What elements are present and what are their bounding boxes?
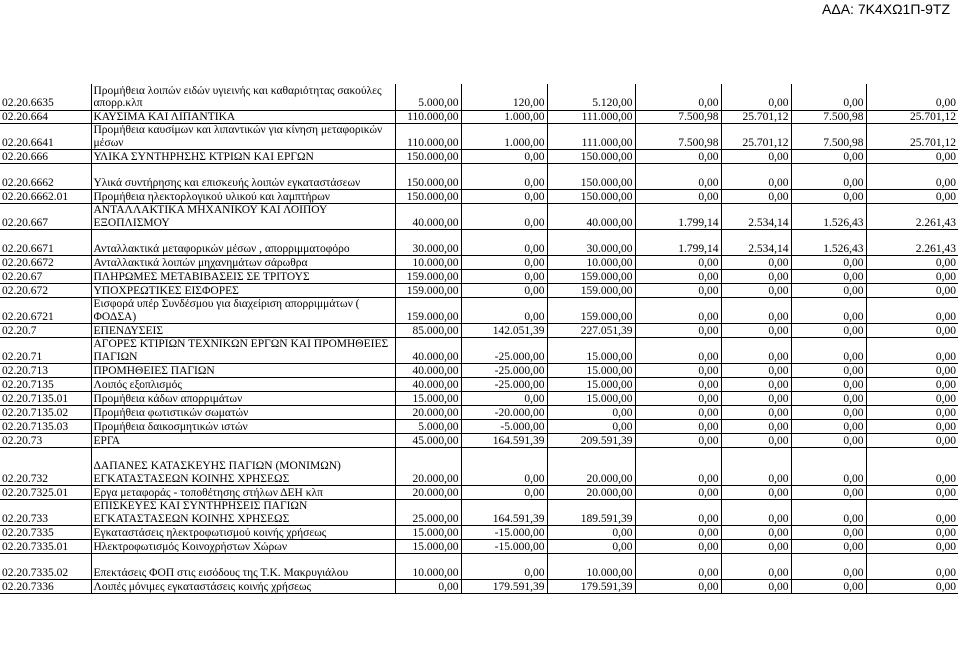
- amount-cell: 1.526,43: [791, 230, 866, 256]
- amount-cell: 0,00: [635, 392, 721, 406]
- account-code: 02.20.6635: [0, 84, 91, 110]
- amount-cell: 0,00: [791, 392, 866, 406]
- amount-cell: -25.000,00: [461, 338, 547, 364]
- table-row: [0, 580, 958, 594]
- amount-cell: 0,00: [635, 448, 721, 486]
- account-code: 02.20.667: [0, 204, 91, 230]
- amount-cell: 0,00: [721, 434, 791, 448]
- table-row: [0, 110, 958, 124]
- amount-cell: 0,00: [791, 84, 866, 110]
- amount-cell: 0,00: [461, 270, 547, 284]
- budget-table-body: [0, 84, 958, 594]
- amount-cell: 0,00: [791, 298, 866, 324]
- amount-cell: 1.000,00: [461, 110, 547, 124]
- amount-cell: 0,00: [635, 364, 721, 378]
- amount-cell: 110.000,00: [395, 110, 461, 124]
- amount-cell: 0,00: [721, 338, 791, 364]
- amount-cell: 0,00: [635, 486, 721, 500]
- table-row: [0, 256, 958, 270]
- amount-cell: 0,00: [866, 364, 958, 378]
- account-code: 02.20.7135: [0, 378, 91, 392]
- account-description: Προμήθεια δαικοσμητικών ιστών: [91, 420, 395, 434]
- amount-cell: 5.000,00: [395, 420, 461, 434]
- table-row: [0, 150, 958, 164]
- account-code: 02.20.6662: [0, 164, 91, 190]
- account-description: ΔΑΠΑΝΕΣ ΚΑΤΑΣΚΕΥΗΣ ΠΑΓΙΩΝ (ΜΟΝΙΜΩΝ) ΕΓΚΑΤΑΣΤΑΣΕΩΝ ΚΟΙΝΗΣ ΧΡΗΣΕΩΣ: [91, 448, 395, 486]
- account-code: 02.20.7: [0, 324, 91, 338]
- amount-cell: 1.799,14: [635, 204, 721, 230]
- amount-cell: 20.000,00: [395, 486, 461, 500]
- amount-cell: 25.000,00: [395, 500, 461, 526]
- account-code: 02.20.67: [0, 270, 91, 284]
- amount-cell: 159.000,00: [395, 284, 461, 298]
- amount-cell: 189.591,39: [547, 500, 635, 526]
- account-code: 02.20.7135.02: [0, 406, 91, 420]
- account-code: 02.20.7335.02: [0, 554, 91, 580]
- amount-cell: 0,00: [461, 284, 547, 298]
- amount-cell: 0,00: [635, 580, 721, 594]
- account-code: 02.20.7325.01: [0, 486, 91, 500]
- account-description: Προμήθεια καυσίμων και λιπαντικών για κίνηση μεταφορικών μέσων: [91, 124, 395, 150]
- amount-cell: 0,00: [791, 554, 866, 580]
- amount-cell: 179.591,39: [547, 580, 635, 594]
- amount-cell: 0,00: [635, 526, 721, 540]
- amount-cell: 0,00: [866, 500, 958, 526]
- amount-cell: 0,00: [461, 204, 547, 230]
- amount-cell: 0,00: [461, 298, 547, 324]
- amount-cell: 0,00: [866, 324, 958, 338]
- amount-cell: 20.000,00: [395, 406, 461, 420]
- amount-cell: 10.000,00: [547, 256, 635, 270]
- table-row: [0, 486, 958, 500]
- account-description: Προμήθεια ηλεκτορλογικού υλικού και λαμπτήρων: [91, 190, 395, 204]
- account-code: 02.20.7135.03: [0, 420, 91, 434]
- amount-cell: 2.261,43: [866, 204, 958, 230]
- amount-cell: 0,00: [791, 448, 866, 486]
- amount-cell: 0,00: [461, 150, 547, 164]
- amount-cell: 227.051,39: [547, 324, 635, 338]
- account-description: Προμήθεια φωτιστικών σωματών: [91, 406, 395, 420]
- amount-cell: 0,00: [635, 406, 721, 420]
- account-code: 02.20.7336: [0, 580, 91, 594]
- amount-cell: 5.000,00: [395, 84, 461, 110]
- amount-cell: 150.000,00: [395, 190, 461, 204]
- amount-cell: 45.000,00: [395, 434, 461, 448]
- amount-cell: -15.000,00: [461, 526, 547, 540]
- amount-cell: 10.000,00: [547, 554, 635, 580]
- amount-cell: 110.000,00: [395, 124, 461, 150]
- amount-cell: 0,00: [721, 500, 791, 526]
- amount-cell: 40.000,00: [395, 204, 461, 230]
- table-row: [0, 500, 958, 526]
- amount-cell: 0,00: [866, 406, 958, 420]
- amount-cell: 7.500,98: [791, 110, 866, 124]
- amount-cell: 0,00: [791, 486, 866, 500]
- amount-cell: 0,00: [866, 580, 958, 594]
- account-description: ΠΛΗΡΩΜΕΣ ΜΕΤΑΒΙΒΑΣΕΙΣ ΣΕ ΤΡΙΤΟΥΣ: [91, 270, 395, 284]
- amount-cell: 0,00: [635, 164, 721, 190]
- account-code: 02.20.7335: [0, 526, 91, 540]
- amount-cell: 179.591,39: [461, 580, 547, 594]
- amount-cell: 0,00: [791, 256, 866, 270]
- ada-header: ΑΔΑ: 7Κ4ΧΩ1Π-9ΤΖ: [822, 1, 950, 17]
- account-description: Επεκτάσεις ΦΟΠ στις εισόδους της Τ.Κ. Μακρυγιάλου: [91, 554, 395, 580]
- amount-cell: 164.591,39: [461, 434, 547, 448]
- table-row: [0, 364, 958, 378]
- amount-cell: 1.526,43: [791, 204, 866, 230]
- amount-cell: 111.000,00: [547, 110, 635, 124]
- account-description: Εργα μεταφοράς - τοποθέτησης στήλων ΔΕΗ κλπ: [91, 486, 395, 500]
- table-row: [0, 434, 958, 448]
- amount-cell: 150.000,00: [547, 150, 635, 164]
- amount-cell: 0,00: [547, 540, 635, 554]
- table-row: [0, 124, 958, 150]
- amount-cell: 25.701,12: [721, 110, 791, 124]
- amount-cell: 0,00: [635, 150, 721, 164]
- account-code: 02.20.666: [0, 150, 91, 164]
- amount-cell: 5.120,00: [547, 84, 635, 110]
- amount-cell: 0,00: [721, 406, 791, 420]
- account-code: 02.20.713: [0, 364, 91, 378]
- table-row: [0, 84, 958, 110]
- amount-cell: 0,00: [721, 392, 791, 406]
- account-code: 02.20.7335.01: [0, 540, 91, 554]
- amount-cell: 15.000,00: [547, 378, 635, 392]
- amount-cell: 40.000,00: [547, 204, 635, 230]
- account-description: ΚΑΥΣΙΜΑ ΚΑΙ ΛΙΠΑΝΤΙΚΑ: [91, 110, 395, 124]
- amount-cell: 10.000,00: [395, 554, 461, 580]
- amount-cell: 0,00: [547, 420, 635, 434]
- amount-cell: 150.000,00: [547, 190, 635, 204]
- amount-cell: -20.000,00: [461, 406, 547, 420]
- amount-cell: 0,00: [791, 406, 866, 420]
- account-description: Προμήθεια κάδων απορριμάτων: [91, 392, 395, 406]
- account-code: 02.20.7135.01: [0, 392, 91, 406]
- table-row: [0, 204, 958, 230]
- amount-cell: 0,00: [635, 256, 721, 270]
- amount-cell: 0,00: [866, 392, 958, 406]
- amount-cell: 7.500,98: [635, 124, 721, 150]
- amount-cell: 0,00: [721, 486, 791, 500]
- account-description: ΕΡΓΑ: [91, 434, 395, 448]
- amount-cell: 0,00: [635, 540, 721, 554]
- amount-cell: 159.000,00: [547, 298, 635, 324]
- amount-cell: -5.000,00: [461, 420, 547, 434]
- account-code: 02.20.672: [0, 284, 91, 298]
- amount-cell: 0,00: [461, 230, 547, 256]
- account-code: 02.20.6641: [0, 124, 91, 150]
- amount-cell: 0,00: [866, 164, 958, 190]
- amount-cell: 20.000,00: [395, 448, 461, 486]
- amount-cell: 0,00: [635, 270, 721, 284]
- amount-cell: 85.000,00: [395, 324, 461, 338]
- account-description: Λοιπές μόνιμες εγκαταστάσεις κοινής χρήσεως: [91, 580, 395, 594]
- table-row: [0, 230, 958, 256]
- amount-cell: 0,00: [721, 448, 791, 486]
- amount-cell: 150.000,00: [547, 164, 635, 190]
- account-description: Εγκαταστάσεις ηλεκτροφωτισμού κοινής χρήσεως: [91, 526, 395, 540]
- account-description: ΥΛΙΚΑ ΣΥΝΤΗΡΗΣΗΣ ΚΤΡΙΩΝ ΚΑΙ ΕΡΓΩΝ: [91, 150, 395, 164]
- amount-cell: 2.534,14: [721, 204, 791, 230]
- amount-cell: 0,00: [866, 190, 958, 204]
- table-row: [0, 526, 958, 540]
- table-row: [0, 378, 958, 392]
- amount-cell: 0,00: [791, 420, 866, 434]
- amount-cell: 2.534,14: [721, 230, 791, 256]
- amount-cell: 111.000,00: [547, 124, 635, 150]
- amount-cell: 0,00: [791, 500, 866, 526]
- amount-cell: 15.000,00: [547, 364, 635, 378]
- amount-cell: 0,00: [721, 190, 791, 204]
- amount-cell: 30.000,00: [395, 230, 461, 256]
- amount-cell: 15.000,00: [395, 392, 461, 406]
- amount-cell: 25.701,12: [721, 124, 791, 150]
- amount-cell: 0,00: [721, 526, 791, 540]
- amount-cell: 0,00: [866, 84, 958, 110]
- amount-cell: 0,00: [791, 378, 866, 392]
- amount-cell: 0,00: [461, 554, 547, 580]
- amount-cell: 0,00: [721, 540, 791, 554]
- amount-cell: 1.000,00: [461, 124, 547, 150]
- amount-cell: 0,00: [866, 338, 958, 364]
- amount-cell: 0,00: [721, 270, 791, 284]
- amount-cell: 0,00: [866, 256, 958, 270]
- amount-cell: 0,00: [791, 324, 866, 338]
- amount-cell: 0,00: [721, 580, 791, 594]
- table-row: [0, 164, 958, 190]
- amount-cell: 0,00: [461, 164, 547, 190]
- account-code: 02.20.733: [0, 500, 91, 526]
- amount-cell: 0,00: [721, 420, 791, 434]
- amount-cell: 0,00: [461, 190, 547, 204]
- amount-cell: 0,00: [635, 338, 721, 364]
- account-code: 02.20.6662.01: [0, 190, 91, 204]
- amount-cell: 0,00: [461, 256, 547, 270]
- table-row: [0, 448, 958, 486]
- amount-cell: 0,00: [461, 486, 547, 500]
- amount-cell: 0,00: [635, 284, 721, 298]
- account-description: ΥΠΟΧΡΕΩΤΙΚΕΣ ΕΙΣΦΟΡΕΣ: [91, 284, 395, 298]
- amount-cell: -25.000,00: [461, 364, 547, 378]
- amount-cell: 25.701,12: [866, 124, 958, 150]
- budget-table: [0, 84, 958, 594]
- table-row: [0, 554, 958, 580]
- amount-cell: 0,00: [866, 540, 958, 554]
- amount-cell: 0,00: [791, 434, 866, 448]
- account-description: ΕΠΙΣΚΕΥΕΣ ΚΑΙ ΣΥΝΤΗΡΗΣΕΙΣ ΠΑΓΙΩΝ ΕΓΚΑΤΑΣΤΑΣΕΩΝ ΚΟΙΝΗΣ ΧΡΗΣΕΩΣ: [91, 500, 395, 526]
- amount-cell: 159.000,00: [547, 284, 635, 298]
- amount-cell: 0,00: [791, 270, 866, 284]
- table-row: [0, 420, 958, 434]
- amount-cell: 15.000,00: [395, 540, 461, 554]
- amount-cell: 142.051,39: [461, 324, 547, 338]
- amount-cell: 0,00: [791, 338, 866, 364]
- amount-cell: 0,00: [635, 378, 721, 392]
- amount-cell: 0,00: [635, 190, 721, 204]
- amount-cell: 0,00: [635, 324, 721, 338]
- account-description: ΠΡΟΜΗΘΕΙΕΣ ΠΑΓΙΩΝ: [91, 364, 395, 378]
- account-code: 02.20.664: [0, 110, 91, 124]
- account-description: Ανταλλακτικά λοιπών μηχανημάτων σάρωθρα: [91, 256, 395, 270]
- amount-cell: 0,00: [635, 84, 721, 110]
- amount-cell: 0,00: [791, 164, 866, 190]
- amount-cell: 159.000,00: [395, 270, 461, 284]
- amount-cell: 0,00: [866, 378, 958, 392]
- table-row: [0, 392, 958, 406]
- account-description: Ηλεκτροφωτισμός Κοινοχρήστων Χώρων: [91, 540, 395, 554]
- amount-cell: 15.000,00: [547, 338, 635, 364]
- table-row: [0, 406, 958, 420]
- amount-cell: 0,00: [461, 448, 547, 486]
- account-code: 02.20.6672: [0, 256, 91, 270]
- table-row: [0, 324, 958, 338]
- amount-cell: 0,00: [547, 526, 635, 540]
- amount-cell: 120,00: [461, 84, 547, 110]
- amount-cell: 0,00: [791, 190, 866, 204]
- table-row: [0, 298, 958, 324]
- amount-cell: 0,00: [866, 284, 958, 298]
- amount-cell: 0,00: [791, 150, 866, 164]
- amount-cell: 0,00: [866, 150, 958, 164]
- amount-cell: 0,00: [866, 554, 958, 580]
- amount-cell: 150.000,00: [395, 150, 461, 164]
- amount-cell: 25.701,12: [866, 110, 958, 124]
- amount-cell: 0,00: [395, 580, 461, 594]
- amount-cell: 0,00: [721, 284, 791, 298]
- account-description: Λοιπός εξοπλισμός: [91, 378, 395, 392]
- table-row: [0, 190, 958, 204]
- amount-cell: 0,00: [721, 554, 791, 580]
- account-description: Υλικά συντήρησης και επισκευής λοιπών εγκαταστάσεων: [91, 164, 395, 190]
- amount-cell: 2.261,43: [866, 230, 958, 256]
- amount-cell: 0,00: [721, 378, 791, 392]
- amount-cell: 0,00: [721, 164, 791, 190]
- amount-cell: 0,00: [635, 500, 721, 526]
- amount-cell: 0,00: [721, 324, 791, 338]
- account-code: 02.20.73: [0, 434, 91, 448]
- amount-cell: 150.000,00: [395, 164, 461, 190]
- amount-cell: 0,00: [866, 298, 958, 324]
- amount-cell: 10.000,00: [395, 256, 461, 270]
- account-code: 02.20.732: [0, 448, 91, 486]
- amount-cell: 0,00: [721, 256, 791, 270]
- amount-cell: 0,00: [866, 448, 958, 486]
- amount-cell: 0,00: [866, 420, 958, 434]
- amount-cell: 20.000,00: [547, 486, 635, 500]
- amount-cell: 159.000,00: [547, 270, 635, 284]
- amount-cell: 0,00: [635, 434, 721, 448]
- amount-cell: 7.500,98: [635, 110, 721, 124]
- amount-cell: 0,00: [635, 420, 721, 434]
- amount-cell: 15.000,00: [395, 526, 461, 540]
- amount-cell: -15.000,00: [461, 540, 547, 554]
- amount-cell: 20.000,00: [547, 448, 635, 486]
- table-row: [0, 540, 958, 554]
- amount-cell: 0,00: [635, 554, 721, 580]
- amount-cell: 40.000,00: [395, 338, 461, 364]
- amount-cell: 0,00: [791, 580, 866, 594]
- amount-cell: 0,00: [721, 150, 791, 164]
- account-description: ΑΝΤΑΛΛΑΚΤΙΚΑ ΜΗΧΑΝΙΚΟΥ ΚΑΙ ΛΟΙΠΟΥ ΕΞΟΠΛΙΣΜΟΥ: [91, 204, 395, 230]
- amount-cell: -25.000,00: [461, 378, 547, 392]
- amount-cell: 0,00: [866, 526, 958, 540]
- account-code: 02.20.71: [0, 338, 91, 364]
- amount-cell: 0,00: [721, 364, 791, 378]
- amount-cell: 0,00: [547, 406, 635, 420]
- amount-cell: 0,00: [791, 364, 866, 378]
- amount-cell: 15.000,00: [547, 392, 635, 406]
- account-description: Εισφορά υπέρ Συνδέσμου για διαχείριση απορριμμάτων ( ΦΟΔΣΑ): [91, 298, 395, 324]
- account-description: ΑΓΟΡΕΣ ΚΤΙΡΙΩΝ ΤΕΧΝΙΚΩΝ ΕΡΓΩΝ ΚΑΙ ΠΡΟΜΗΘΕΙΕΣ ΠΑΓΙΩΝ: [91, 338, 395, 364]
- account-description: Ανταλλακτικά μεταφορικών μέσων , απορριμματοφόρο: [91, 230, 395, 256]
- amount-cell: 40.000,00: [395, 364, 461, 378]
- amount-cell: 7.500,98: [791, 124, 866, 150]
- table-row: [0, 270, 958, 284]
- amount-cell: 0,00: [791, 540, 866, 554]
- amount-cell: 0,00: [721, 298, 791, 324]
- amount-cell: 0,00: [866, 486, 958, 500]
- amount-cell: 0,00: [866, 270, 958, 284]
- table-row: [0, 284, 958, 298]
- amount-cell: 159.000,00: [395, 298, 461, 324]
- amount-cell: 0,00: [461, 392, 547, 406]
- amount-cell: 0,00: [791, 526, 866, 540]
- amount-cell: 0,00: [866, 434, 958, 448]
- account-code: 02.20.6671: [0, 230, 91, 256]
- amount-cell: 0,00: [791, 284, 866, 298]
- account-code: 02.20.6721: [0, 298, 91, 324]
- account-description: ΕΠΕΝΔΥΣΕΙΣ: [91, 324, 395, 338]
- account-description: Προμήθεια λοιπών ειδών υγιεινής και καθαριότητας σακούλες απορρ.κλπ: [91, 84, 395, 110]
- amount-cell: 30.000,00: [547, 230, 635, 256]
- amount-cell: 164.591,39: [461, 500, 547, 526]
- amount-cell: 0,00: [721, 84, 791, 110]
- table-row: [0, 338, 958, 364]
- amount-cell: 40.000,00: [395, 378, 461, 392]
- amount-cell: 1.799,14: [635, 230, 721, 256]
- amount-cell: 0,00: [635, 298, 721, 324]
- amount-cell: 209.591,39: [547, 434, 635, 448]
